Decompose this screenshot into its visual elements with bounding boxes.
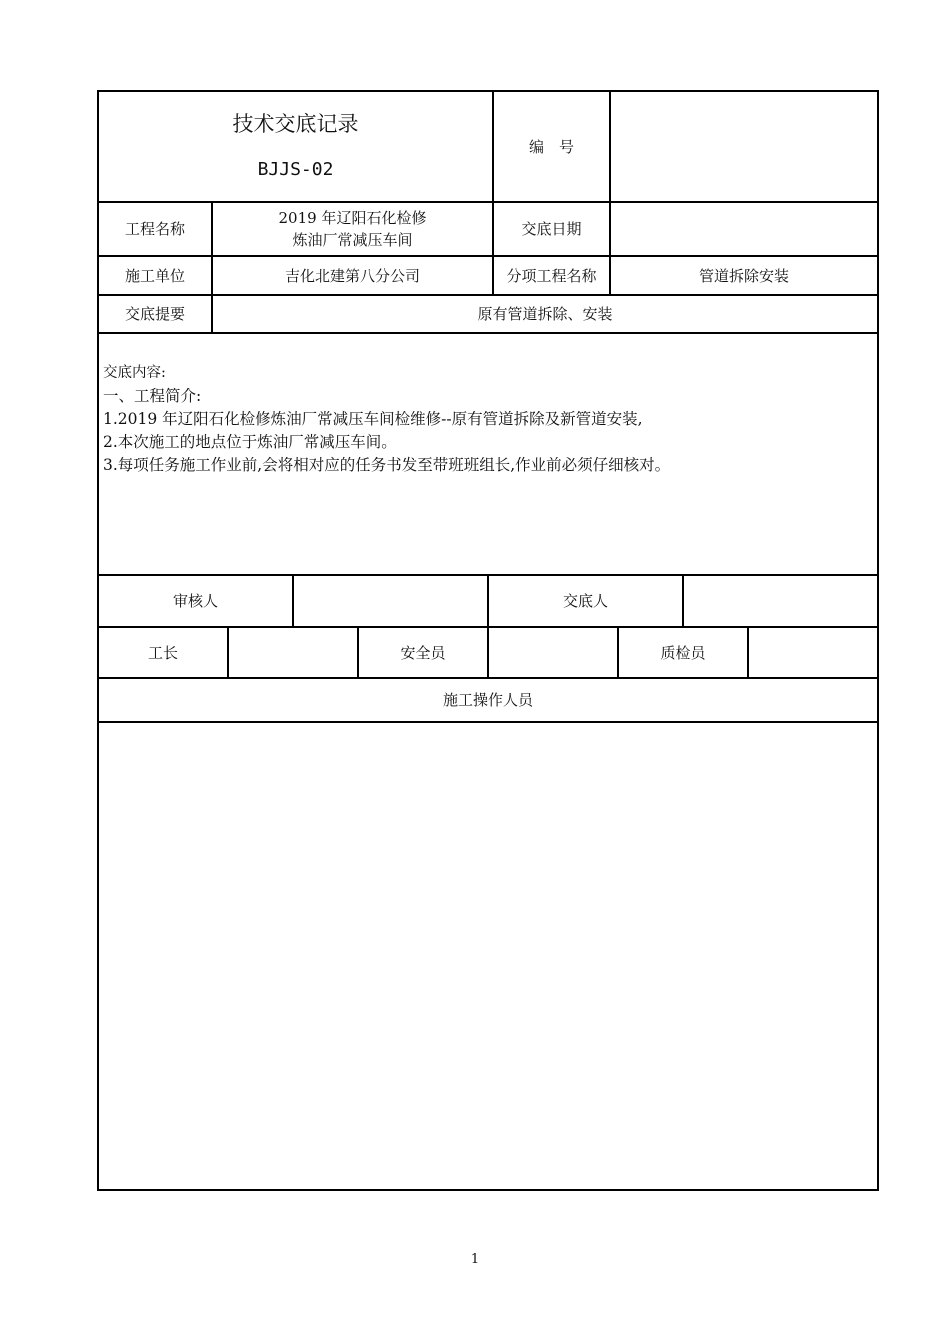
summary-label: 交底提要 — [124, 305, 185, 323]
reviewer-label: 审核人 — [172, 592, 218, 610]
content-item-2: 2.本次施工的地点位于炼油厂常减压车间。 — [103, 433, 397, 451]
number-field[interactable] — [611, 92, 877, 201]
project-name-line1: 2019 年辽阳石化检修 — [278, 209, 427, 227]
date-field[interactable] — [611, 203, 877, 255]
safety-officer-field[interactable] — [489, 628, 617, 677]
unit-label: 施工单位 — [124, 266, 185, 285]
rule-after-summary — [97, 332, 879, 334]
project-name-value[interactable] — [213, 203, 492, 255]
number-label: 编 号 — [528, 137, 574, 156]
form-code: BJJS-02 — [257, 158, 334, 180]
discloser-field[interactable] — [684, 576, 877, 626]
operators-label: 施工操作人员 — [442, 691, 533, 709]
content-section-title: 一、工程简介: — [103, 387, 202, 405]
unit-value[interactable]: 吉化北建第八分公司 — [284, 266, 420, 285]
discloser-label: 交底人 — [562, 592, 608, 610]
content-label: 交底内容: — [103, 365, 166, 381]
date-label: 交底日期 — [521, 220, 582, 238]
form-title: 技术交底记录 — [232, 111, 359, 136]
disclosure-content[interactable] — [103, 362, 873, 477]
content-item-3: 3.每项任务施工作业前,会将相对应的任务书发至带班班组长,作业前必须仔细核对。 — [103, 456, 671, 474]
content-item-1: 1.2019 年辽阳石化检修炼油厂常减压车间检维修--原有管道拆除及新管道安装, — [103, 410, 643, 428]
project-name-line2: 炼油厂常减压车间 — [292, 231, 413, 249]
subproject-label: 分项工程名称 — [506, 266, 597, 285]
operators-field[interactable] — [99, 723, 877, 1189]
subproject-value[interactable]: 管道拆除安装 — [698, 266, 789, 285]
reviewer-field[interactable] — [294, 576, 487, 626]
qc-inspector-label: 质检员 — [660, 643, 706, 662]
page-number: 1 — [470, 1252, 480, 1267]
foreman-label: 工长 — [147, 643, 178, 662]
summary-value[interactable]: 原有管道拆除、安装 — [477, 305, 613, 323]
project-name-label: 工程名称 — [124, 220, 185, 238]
foreman-field[interactable] — [229, 628, 357, 677]
qc-inspector-field[interactable] — [749, 628, 877, 677]
border-bottom — [97, 1189, 879, 1191]
safety-officer-label: 安全员 — [400, 643, 446, 662]
title-block — [99, 92, 492, 201]
